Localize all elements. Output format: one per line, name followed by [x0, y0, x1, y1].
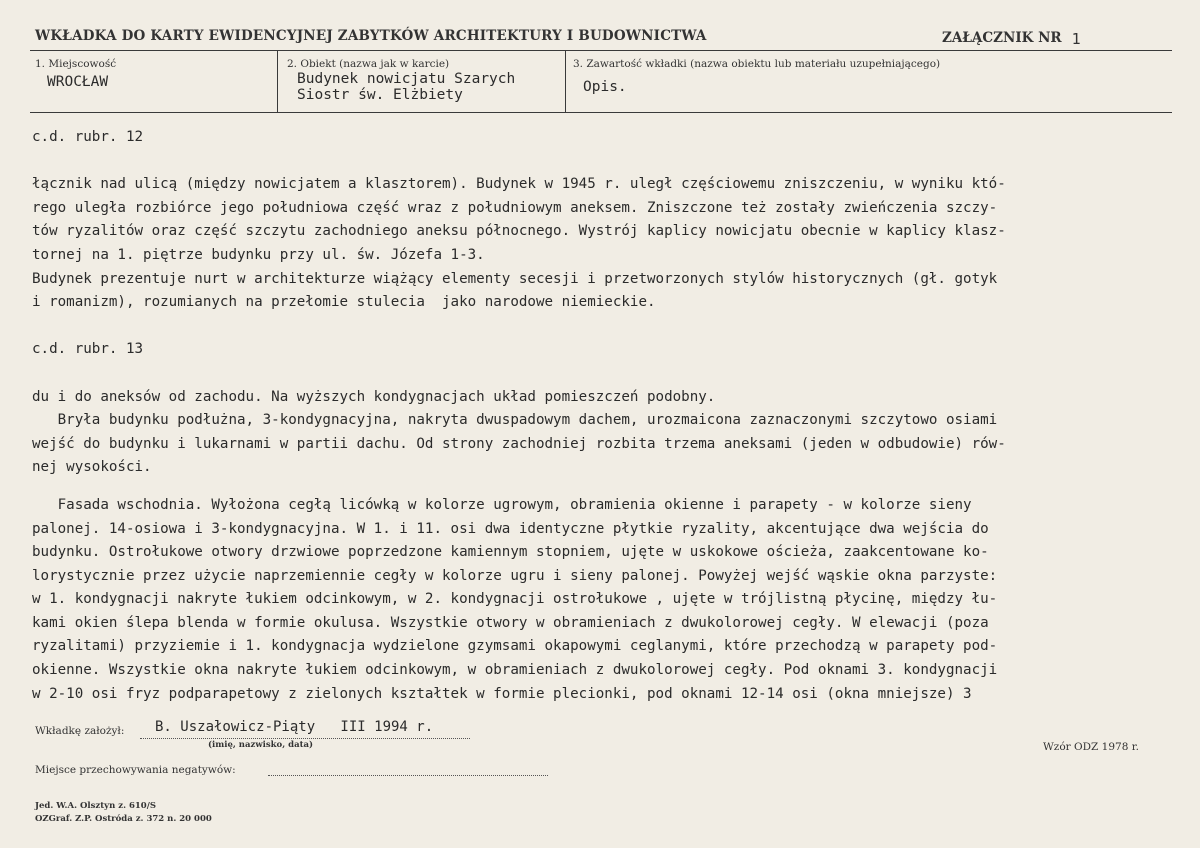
annex-label: ZAŁĄCZNIK NR	[942, 30, 1062, 46]
section1-line: rego uległa rozbiórce jego południowa część wraz z południowym aneksem. Zniszczone też zostały zwieńczenia szczy-	[32, 199, 998, 216]
header-rule-bottom	[30, 112, 1172, 113]
section1-line: tornej na 1. piętrze budynku przy ul. św. Józefa 1-3.	[32, 246, 485, 263]
section2-title: c.d. rubr. 13	[32, 341, 144, 358]
object-label: 2. Obiekt (nazwa jak w karcie)	[287, 58, 450, 70]
print-info-line2: OZGraf. Z.P. Ostróda z. 372 n. 20 000	[35, 814, 212, 824]
content-label: 3. Zawartość wkładki (nazwa obiektu lub materiału uzupełniającego)	[573, 58, 941, 70]
annex-number-label	[942, 28, 1081, 46]
section2-line: okienne. Wszystkie okna nakryte łukiem odcinkowym, w obramieniach z dwukolorowej cegły. Pod oknami 3. kondygnacji	[32, 662, 998, 679]
field-divider-1	[277, 50, 278, 112]
section2-line: w 2-10 osi fryz podparapetowy z zielonych kształtek w formie plecionki, pod oknami 12-14 osi (okna mniejsze) 3	[32, 685, 972, 702]
prepared-by-line	[140, 738, 470, 739]
prepared-by-caption: (imię, nazwisko, data)	[208, 740, 314, 750]
negatives-storage-line	[268, 775, 548, 776]
section2-line: w 1. kondygnacji nakryte łukiem odcinkowym, w 2. kondygnacji ostrołukowe , ujęte w trójlistną płycinę, między łu-	[32, 591, 998, 608]
section1-line: Budynek prezentuje nurt w architekturze wiążący elementy secesji i przetworzonych stylów historycznych (gł. gotyk	[32, 270, 998, 287]
form-code: Wzór ODZ 1978 r.	[1043, 741, 1139, 753]
section2-line: du i do aneksów od zachodu. Na wyższych kondygnacjach układ pomieszczeń podobny.	[32, 388, 716, 405]
locality-label: 1. Miejscowość	[35, 58, 117, 70]
section1-line: i romanizm), rozumianych na przełomie stulecia jako narodowe niemieckie.	[32, 294, 656, 311]
object-value-line2: Siostr św. Elżbiety	[297, 87, 463, 103]
description-body	[32, 126, 1172, 706]
section2-line: Fasada wschodnia. Wyłożona cegłą licówką w kolorze ugrowym, obramienia okienne i parapety - w kolorze sieny	[32, 496, 972, 513]
section2-line: wejść do budynku i lukarnami w partii dachu. Od strony zachodniej rozbita trzema aneksami (jeden w odbudowie) rów-	[32, 435, 1006, 452]
section1-title: c.d. rubr. 12	[32, 129, 144, 145]
header-rule-top	[30, 50, 1172, 51]
section2-line: lorystycznie przez użycie naprzemiennie cegły w kolorze ugru i sieny palonej. Powyżej wejść wąskie okna parzyste:	[32, 567, 998, 584]
annex-number: 1	[1071, 30, 1081, 48]
object-value-line1: Budynek nowicjatu Szarych	[297, 71, 516, 87]
section2-line: kami okien ślepa blenda w formie okulusa. Wszystkie otwory w obramieniach z dwukolorowej cegły. W elewacji (poza	[32, 614, 989, 631]
print-info-line1: Jed. W.A. Olsztyn z. 610/S	[35, 801, 156, 811]
prepared-by-label: Wkładkę założył:	[35, 725, 125, 737]
section1-line: łącznik nad ulicą (między nowicjatem a klasztorem). Budynek w 1945 r. uległ częściowemu zniszczeniu, w wyniku któ-	[32, 176, 1006, 193]
section2-line: budynku. Ostrołukowe otwory drzwiowe poprzedzone kamiennym stopniem, ujęte w uskokowe ościeża, zaakcentowane ko-	[32, 544, 989, 561]
section2-line: palonej. 14-osiowa i 3-kondygnacyjna. W 1. i 11. osi dwa identyczne płytkie ryzality, akcentujące dwa wejścia do	[32, 520, 989, 537]
section2-line: nej wysokości.	[32, 459, 152, 476]
locality-value: WROCŁAW	[47, 74, 109, 90]
section2-line: Bryła budynku podłużna, 3-kondygnacyjna, nakryta dwuspadowym dachem, urozmaicona zaznaczonymi szczytowo osiami	[32, 412, 998, 429]
section2-line: ryzalitami) przyziemie i 1. kondygnacja wydzielone gzymsami okapowymi ceglanymi, które przechodzą w parapety pod-	[32, 638, 998, 655]
content-value: Opis.	[583, 79, 627, 95]
negatives-storage-label: Miejsce przechowywania negatywów:	[35, 764, 236, 776]
field-divider-2	[565, 50, 566, 112]
prepared-by-value: B. Uszałowicz-Piąty III 1994 r.	[155, 719, 434, 735]
section1-line: tów ryzalitów oraz część szczytu zachodniego aneksu północnego. Wystrój kaplicy nowicjatu obecnie w kaplicy klasz-	[32, 223, 1006, 240]
card-header-title: WKŁADKA DO KARTY EWIDENCYJNEJ ZABYTKÓW ARCHITEKTURY I BUDOWNICTWA	[35, 28, 707, 44]
